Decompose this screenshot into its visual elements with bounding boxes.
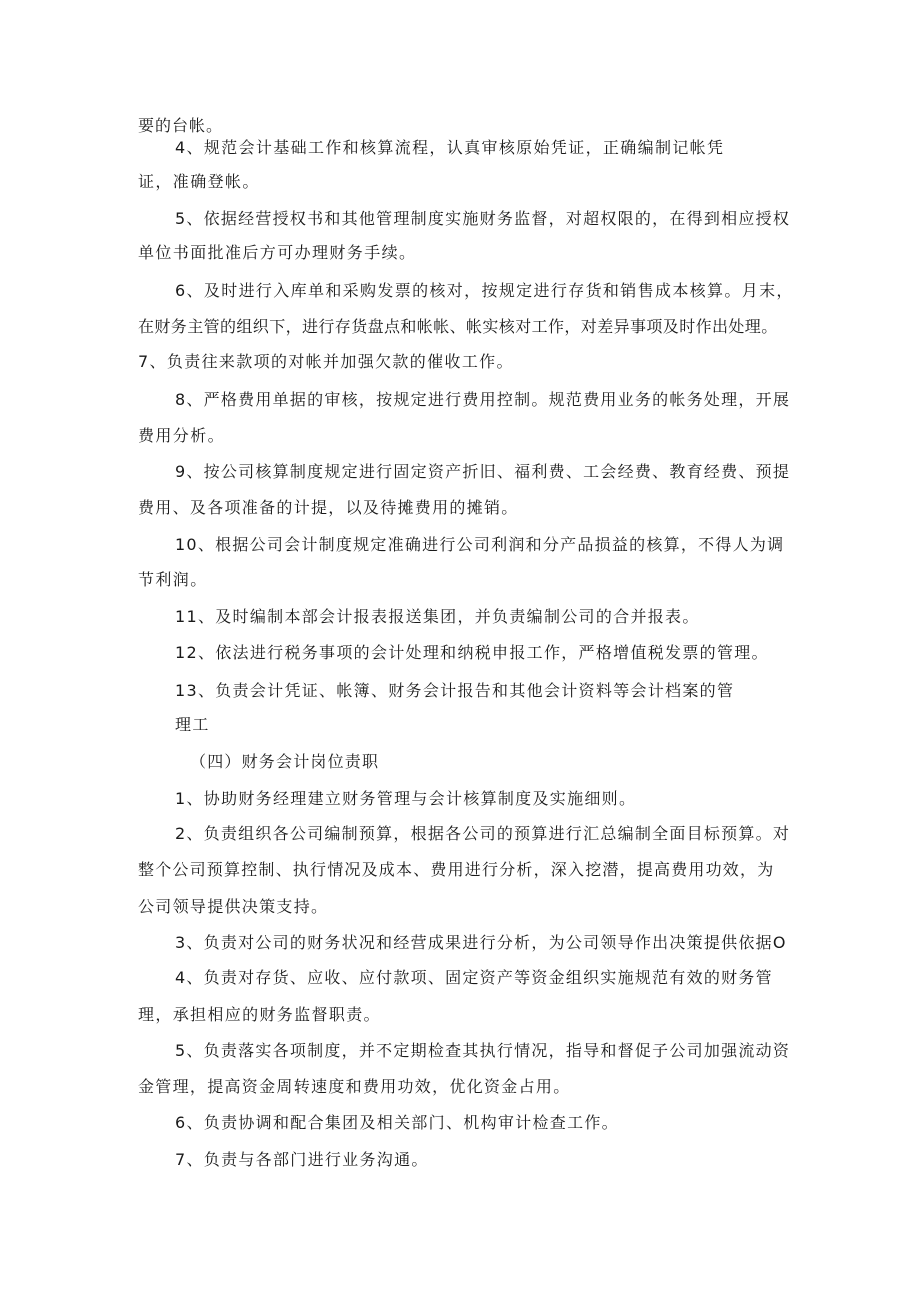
text-line: 3、负责对公司的财务状况和经营成果进行分析，为公司领导作出决策提供依据O (175, 933, 787, 952)
text-line: 7、负责往来款项的对帐并加强欠款的催收工作。 (138, 352, 514, 371)
text-line: 2、负责组织各公司编制预算，根据各公司的预算进行汇总编制全面目标预算。对 (175, 824, 791, 843)
text-line: 理，承担相应的财务监督职责。 (138, 1005, 381, 1024)
section-heading: （四）财务会计岗位责职 (190, 752, 380, 771)
text-line: 理工 (175, 715, 210, 734)
text-line: 费用、及各项准备的计提，以及待摊费用的摊销。 (138, 498, 519, 517)
text-line: 费用分析。 (138, 426, 226, 445)
text-line: 10、根据公司会计制度规定准确进行公司利润和分产品损益的核算，不得人为调 (175, 535, 785, 554)
text-line: 在财务主管的组织下，进行存货盘点和帐帐、帐实核对工作，对差异事项及时作出处理。 (138, 317, 778, 336)
text-line: 5、负责落实各项制度，并不定期检查其执行情况，指导和督促子公司加强流动资 (175, 1041, 791, 1060)
text-line: 7、负责与各部门进行业务沟通。 (175, 1150, 429, 1169)
text-line: 整个公司预算控制、执行情况及成本、费用进行分析，深入挖潜，提高费用功效，为 (138, 860, 775, 879)
text-line: 8、严格费用单据的审核，按规定进行费用控制。规范费用业务的帐务处理，开展 (175, 390, 791, 409)
text-line: 6、负责协调和配合集团及相关部门、机构审计检查工作。 (175, 1113, 619, 1132)
text-line: 12、依法进行税务事项的会计处理和纳税申报工作，严格增值税发票的管理。 (175, 643, 769, 662)
text-line: 1、协助财务经理建立财务管理与会计核算制度及实施细则。 (175, 789, 637, 808)
text-line: 金管理，提高资金周转速度和费用功效，优化资金占用。 (138, 1077, 571, 1096)
text-line: 公司领导提供决策支持。 (138, 897, 329, 916)
text-line: 5、依据经营授权书和其他管理制度实施财务监督，对超权限的，在得到相应授权 (175, 209, 791, 228)
text-line: 证，准确登帐。 (138, 172, 260, 191)
text-line: 9、按公司核算制度规定进行固定资产折旧、福利费、工会经费、教育经费、预提 (175, 462, 791, 481)
text-line: 6、及时进行入库单和采购发票的核对，按规定进行存货和销售成本核算。月末， (175, 281, 794, 300)
text-line: 节利润。 (138, 570, 208, 589)
text-line: 11、及时编制本部会计报表报送集团，并负责编制公司的合并报表。 (175, 607, 700, 626)
text-line: 4、规范会计基础工作和核算流程，认真审核原始凭证，正确编制记帐凭 (175, 138, 725, 157)
text-line: 要的台帐。 (138, 116, 224, 135)
text-line: 13、负责会计凭证、帐簿、财务会计报告和其他会计资料等会计档案的管 (175, 681, 735, 700)
text-line: 单位书面批准后方可办理财务手续。 (138, 243, 417, 262)
text-line: 4、负责对存货、应收、应付款项、固定资产等资金组织实施规范有效的财务管 (175, 968, 773, 987)
